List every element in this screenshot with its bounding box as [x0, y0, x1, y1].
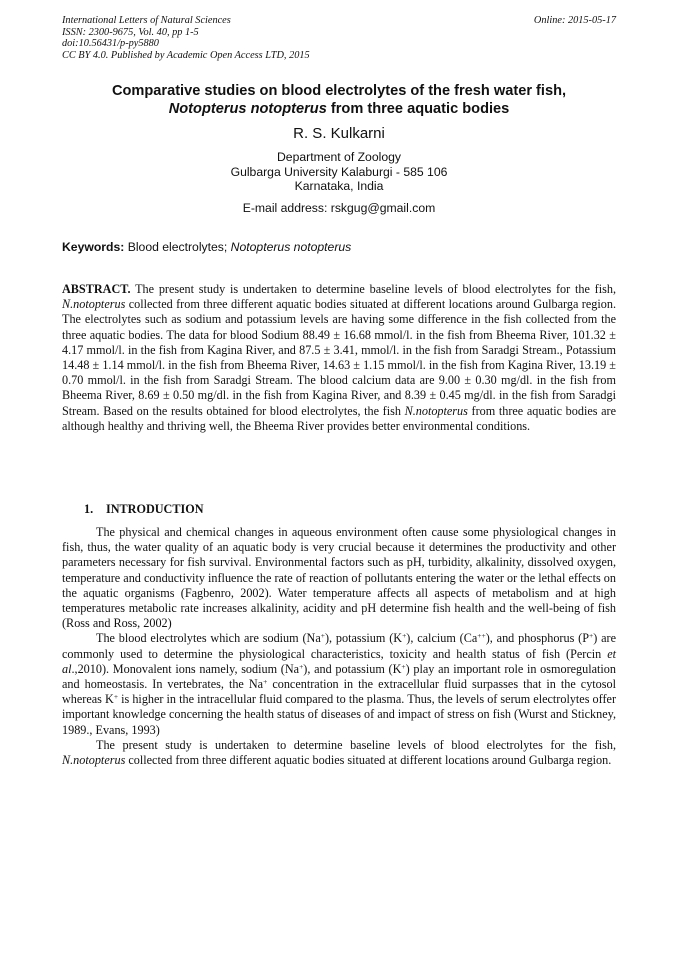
journal-header [62, 15, 616, 61]
superscript: + [299, 661, 304, 671]
affiliation-department: Department of Zoology [277, 150, 401, 164]
section-number: 1. [84, 502, 94, 516]
intro-paragraph-1: The physical and chemical changes in aqueous environment often cause some physiological changes in fish, thus, the water quality of an aquatic body is very crucial because it determines the productivity and other parameters necessary for fish survival. Environmental factors such as pH, turbidity, alkalinity, dissolved oxygen, temperature and conductivity influence the rate of reaction of pollutants entering the water or the lethal effects on the aquatic organisms (Fagbenro, 2002). Water temperature affects all aspects of metabolism and at high temperatures metabolic rate increases alkalinity, acidity and pH determine fish health and the well-being of fish (Ross and Ross, 2002) [62, 525, 616, 631]
journal-issn: ISSN: 2300-9675, Vol. 40, pp 1-5 [62, 26, 199, 38]
superscript: + [263, 677, 268, 687]
intro-p2-text: concentration in the extracellular fluid surpasses that in the cytosol whereas K [62, 677, 616, 707]
keywords [62, 240, 616, 254]
keywords-text: Blood electrolytes; [124, 240, 231, 254]
journal-name: International Letters of Natural Sciences [62, 15, 231, 26]
abstract-species-1: N.notopterus [62, 297, 126, 312]
paper-title [62, 82, 616, 118]
intro-p2-text: ), and phosphorus (P [485, 631, 589, 646]
author-name: R. S. Kulkarni [293, 125, 385, 142]
intro-p2-text: ), potassium (K [324, 631, 403, 646]
keywords-species: Notopterus notopterus [230, 240, 352, 254]
journal-license: CC BY 4.0. Published by Academic Open Access LTD, 2015 [62, 49, 310, 61]
intro-p3-species: N.notopterus [62, 753, 126, 768]
abstract [62, 282, 616, 434]
journal-doi: doi:10.56431/p-py5880 [62, 38, 159, 49]
intro-p2-text: is higher in the intracellular fluid compared to the plasma. Thus, the levels of serum electrolytes offer important knowledge concerning the health status of diseases of and impact of stress on fish (Wurst and Stickney, 1989., Evans, 1993) [62, 692, 616, 737]
title-line-2-rest: from three aquatic bodies [326, 101, 510, 117]
superscript: + [113, 692, 119, 702]
intro-p2-etal: et al [62, 646, 616, 676]
author-email: E-mail address: rskgug@gmail.com [242, 201, 436, 215]
section-heading-introduction [84, 502, 204, 517]
abstract-text-3: from three aquatic bodies are although healthy and thriving well, the Bheema River provides better environmental conditions. [62, 403, 617, 433]
online-date: Online: 2015-05-17 [533, 15, 616, 26]
title-line-1: Comparative studies on blood electrolytes of the fresh water fish, [111, 83, 567, 99]
title-line-2 [62, 100, 616, 118]
section-title: INTRODUCTION [106, 502, 204, 516]
intro-p2-text: .,2010). Monovalent ions namely, sodium (Na [71, 661, 300, 676]
superscript: + [402, 631, 407, 641]
keywords-label: Keywords: [62, 240, 125, 254]
affiliation-place: Karnataka, India [294, 179, 384, 194]
introduction-body [62, 525, 616, 768]
superscript: + [589, 631, 594, 641]
intro-p2-text: ) are commonly used to determine the physiological characteristics, toxicity and health status of fish (Percin [62, 631, 617, 661]
abstract-text-1: The present study is undertaken to determine baseline levels of blood electrolytes for the fish, [130, 282, 616, 296]
intro-p2-text: The blood electrolytes which are sodium (Na [96, 631, 321, 646]
intro-p3-text: collected from three different aquatic bodies situated at different locations around Gulbarga region. [125, 753, 612, 768]
superscript: ++ [477, 631, 486, 641]
affiliation [62, 150, 616, 194]
intro-p2-text: ), calcium (Ca [406, 631, 478, 646]
abstract-label: ABSTRACT. [62, 282, 131, 296]
intro-p2-text: ) play an important role in osmoregulation and homeostasis. In vertebrates, the Na [62, 661, 616, 692]
intro-p3-text: The present study is undertaken to determine baseline levels of blood electrolytes for the fish, [96, 737, 616, 752]
intro-p2-text: ), and potassium (K [303, 661, 402, 676]
title-species: Notopterus notopterus [168, 101, 327, 117]
intro-paragraph-2 [62, 631, 616, 737]
superscript: + [320, 631, 325, 641]
affiliation-university: Gulbarga University Kalaburgi - 585 106 [230, 164, 448, 179]
superscript: + [401, 661, 406, 671]
intro-paragraph-3 [62, 738, 616, 768]
abstract-text-2: collected from three different aquatic bodies situated at different locations around Gulbarga region. The electrolytes such as sodium and potassium levels are having some difference in the fish collected from the three aquatic bodies. The data for blood Sodium 88.49 ± 16.68 mmol/l. in the fish from Bheema River, 101.32 ± 4.17 mmol/l. in the fish from Kagina River, and 87.5 ± 3.41, mmol/l. in the fish from Saradgi Stream., Potassium 14.48 ± 1.14 mmol/l. in the fish from Bheema River, 14.63 ± 1.15 mmol/l. in the fish from Kagina River, 13.19 ± 0.70 mmol/l. in the fish from Saradgi Stream. The blood calcium data are 9.00 ± 0.30 mg/dl. in the fish from Bheema River, 8.69 ± 0.50 mg/dl. in the fish from Kagina River, and 8.39 ± 0.45 mg/dl. in the fish from Saradgi Stream. Based on the results obtained for blood electrolytes, the fish [62, 297, 616, 418]
abstract-species-2: N.notopterus [404, 403, 468, 418]
